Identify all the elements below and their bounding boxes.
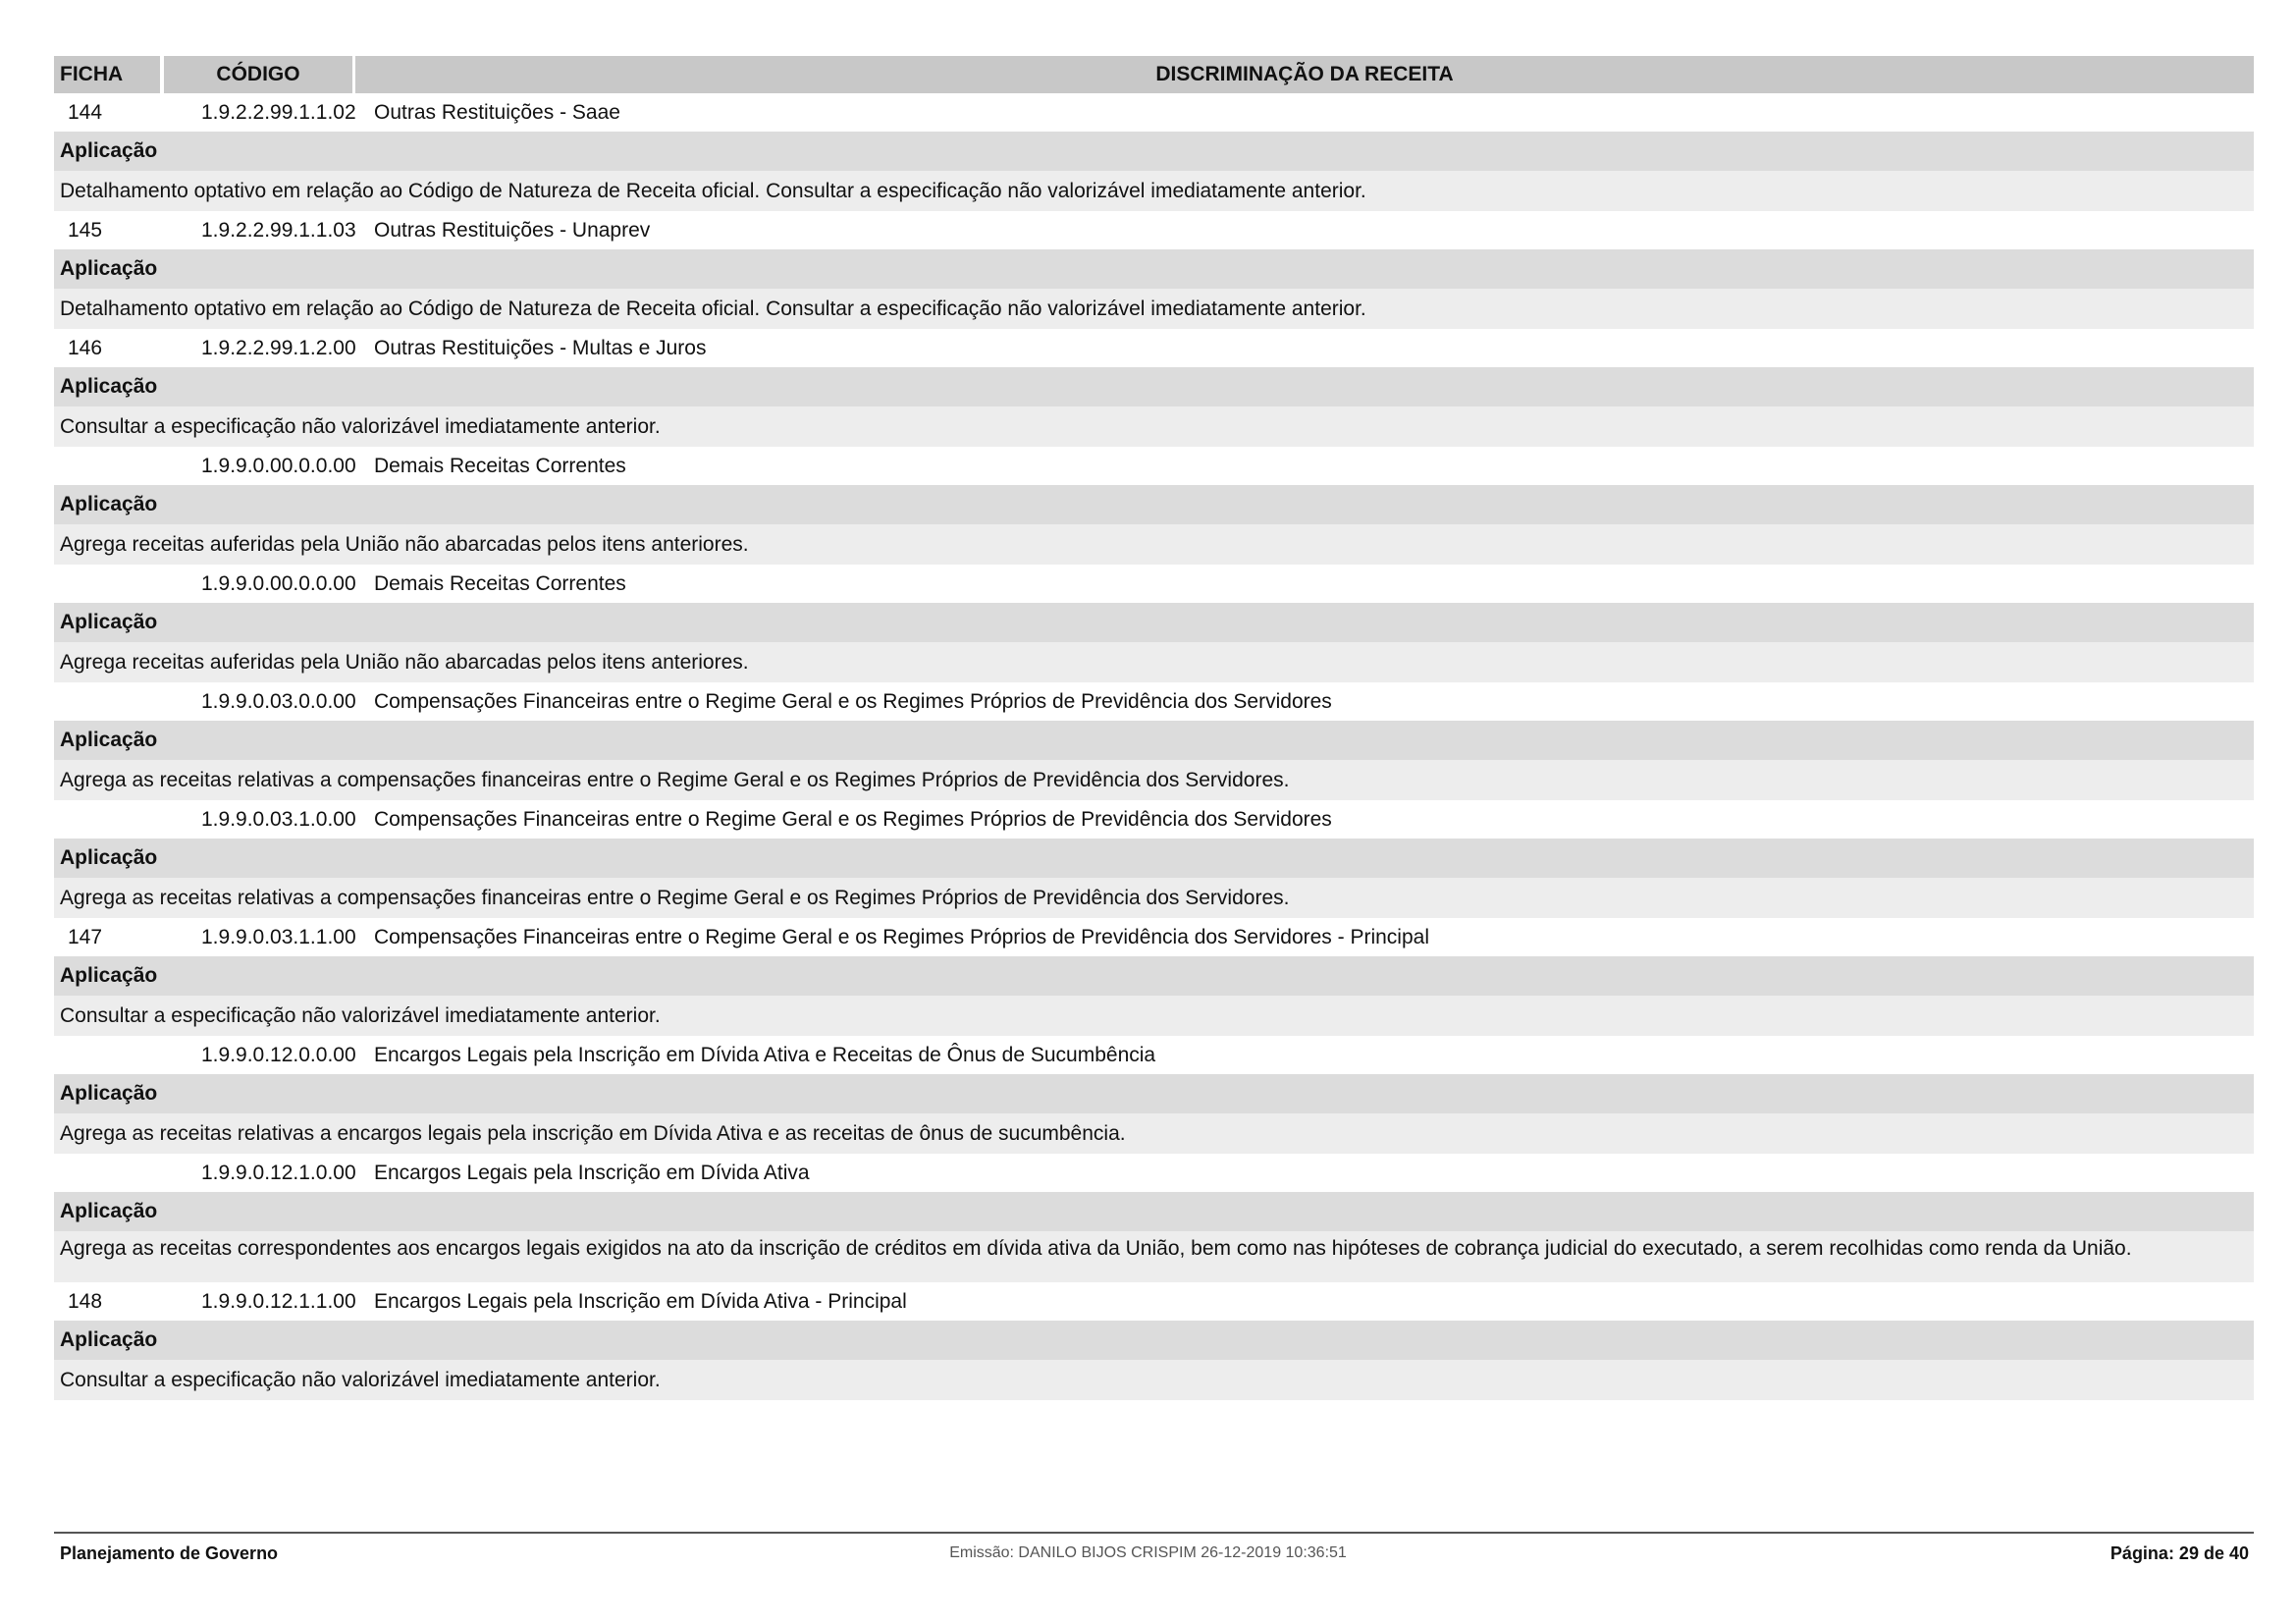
record-row xyxy=(54,1154,2254,1192)
table-header xyxy=(54,56,2254,93)
record-row xyxy=(54,565,2254,603)
aplicacao-text: Consultar a especificação não valorizável imediatamente anterior. xyxy=(54,406,2254,447)
record-descricao: Demais Receitas Correntes xyxy=(374,572,626,595)
record-ficha: 146 xyxy=(68,337,103,359)
aplicacao-text: Detalhamento optativo em relação ao Código de Natureza de Receita oficial. Consultar a especificação não valorizável imediatamente anterior. xyxy=(54,289,2254,329)
record-codigo: 1.9.9.0.00.0.0.00 xyxy=(201,572,356,595)
record-codigo: 1.9.9.0.12.1.1.00 xyxy=(201,1290,356,1313)
record-ficha xyxy=(54,1036,201,1074)
record-descricao: Compensações Financeiras entre o Regime Geral e os Regimes Próprios de Previdência dos Servidores xyxy=(374,808,1332,831)
record-descricao: Outras Restituições - Multas e Juros xyxy=(374,337,707,359)
record-ficha xyxy=(54,1154,201,1192)
record xyxy=(54,329,2254,447)
record-ficha xyxy=(54,800,201,839)
aplicacao-label: Aplicação xyxy=(54,485,2254,524)
aplicacao-label: Aplicação xyxy=(54,721,2254,760)
record-row xyxy=(54,682,2254,721)
aplicacao-label: Aplicação xyxy=(54,1321,2254,1360)
record-descricao: Compensações Financeiras entre o Regime Geral e os Regimes Próprios de Previdência dos Servidores xyxy=(374,690,1332,713)
aplicacao-label: Aplicação xyxy=(54,956,2254,996)
aplicacao-text: Agrega as receitas relativas a encargos legais pela inscrição em Dívida Ativa e as receitas de ônus de sucumbência. xyxy=(54,1113,2254,1154)
record-codigo: 1.9.9.0.12.1.0.00 xyxy=(201,1162,356,1184)
record xyxy=(54,447,2254,565)
record-codigo: 1.9.2.2.99.1.2.00 xyxy=(201,337,356,359)
record-codigo: 1.9.9.0.03.1.0.00 xyxy=(201,808,356,831)
record-row xyxy=(54,800,2254,839)
record-codigo: 1.9.9.0.00.0.0.00 xyxy=(201,455,356,477)
record-codigo: 1.9.9.0.03.0.0.00 xyxy=(201,690,356,713)
record-ficha xyxy=(54,447,201,485)
record-descricao: Encargos Legais pela Inscrição em Dívida Ativa e Receitas de Ônus de Sucumbência xyxy=(374,1044,1156,1066)
record-row xyxy=(54,93,2254,132)
record-row xyxy=(54,447,2254,485)
aplicacao-text: Agrega receitas auferidas pela União não abarcadas pelos itens anteriores. xyxy=(54,524,2254,565)
aplicacao-text: Consultar a especificação não valorizável imediatamente anterior. xyxy=(54,996,2254,1036)
record-descricao: Outras Restituições - Saae xyxy=(374,101,620,124)
record-row xyxy=(54,918,2254,956)
revenue-report-table xyxy=(54,56,2254,1400)
record-row xyxy=(54,1036,2254,1074)
record xyxy=(54,565,2254,682)
record-row xyxy=(54,329,2254,367)
aplicacao-label: Aplicação xyxy=(54,132,2254,171)
header-ficha: FICHA xyxy=(54,56,160,93)
record xyxy=(54,682,2254,800)
aplicacao-text: Agrega receitas auferidas pela União não abarcadas pelos itens anteriores. xyxy=(54,642,2254,682)
aplicacao-label: Aplicação xyxy=(54,603,2254,642)
record-row xyxy=(54,211,2254,249)
record-codigo: 1.9.2.2.99.1.1.02 xyxy=(201,101,356,124)
record-row xyxy=(54,1282,2254,1321)
record-ficha: 144 xyxy=(68,101,103,124)
aplicacao-text: Consultar a especificação não valorizável imediatamente anterior. xyxy=(54,1360,2254,1400)
record-descricao: Demais Receitas Correntes xyxy=(374,455,626,477)
record-descricao: Compensações Financeiras entre o Regime Geral e os Regimes Próprios de Previdência dos Servidores - Principal xyxy=(374,926,1429,948)
header-codigo: CÓDIGO xyxy=(164,56,352,93)
aplicacao-label: Aplicação xyxy=(54,1192,2254,1231)
record xyxy=(54,918,2254,1036)
record xyxy=(54,1282,2254,1400)
record xyxy=(54,800,2254,918)
record-descricao: Encargos Legais pela Inscrição em Dívida Ativa - Principal xyxy=(374,1290,907,1313)
record-ficha: 148 xyxy=(68,1290,103,1313)
record-codigo: 1.9.9.0.03.1.1.00 xyxy=(201,926,356,948)
aplicacao-text: Agrega as receitas relativas a compensações financeiras entre o Regime Geral e os Regimes Próprios de Previdência dos Servidores. xyxy=(54,878,2254,918)
aplicacao-label: Aplicação xyxy=(54,839,2254,878)
footer-department: Planejamento de Governo xyxy=(60,1543,279,1563)
record xyxy=(54,211,2254,329)
aplicacao-label: Aplicação xyxy=(54,367,2254,406)
record-codigo: 1.9.9.0.12.0.0.00 xyxy=(201,1044,356,1066)
record-ficha xyxy=(54,682,201,721)
aplicacao-text: Detalhamento optativo em relação ao Código de Natureza de Receita oficial. Consultar a especificação não valorizável imediatamente anterior. xyxy=(54,171,2254,211)
aplicacao-text: Agrega as receitas correspondentes aos encargos legais exigidos na ato da inscrição de créditos em dívida ativa da União, bem como nas hipóteses de cobrança judicial do executado, a serem recolhidas como renda da União. xyxy=(54,1231,2254,1282)
footer-page-number: Página: 29 de 40 xyxy=(2109,1543,2249,1563)
record-codigo: 1.9.2.2.99.1.1.03 xyxy=(201,219,356,242)
aplicacao-text: Agrega as receitas relativas a compensações financeiras entre o Regime Geral e os Regimes Próprios de Previdência dos Servidores. xyxy=(54,760,2254,800)
aplicacao-label: Aplicação xyxy=(54,249,2254,289)
record-descricao: Outras Restituições - Unaprev xyxy=(374,219,651,242)
records-list xyxy=(54,93,2254,1400)
record-ficha: 147 xyxy=(68,926,103,948)
record xyxy=(54,1154,2254,1282)
header-descricao: DISCRIMINAÇÃO DA RECEITA xyxy=(355,56,2254,93)
aplicacao-label: Aplicação xyxy=(54,1074,2254,1113)
record-descricao: Encargos Legais pela Inscrição em Dívida Ativa xyxy=(374,1162,810,1184)
record xyxy=(54,1036,2254,1154)
record-ficha: 145 xyxy=(68,219,103,242)
record xyxy=(54,93,2254,211)
record-ficha xyxy=(54,565,201,603)
footer-divider xyxy=(54,1532,2254,1534)
footer-emission: Emissão: DANILO BIJOS CRISPIM 26-12-2019 10:36:51 xyxy=(949,1544,1347,1561)
